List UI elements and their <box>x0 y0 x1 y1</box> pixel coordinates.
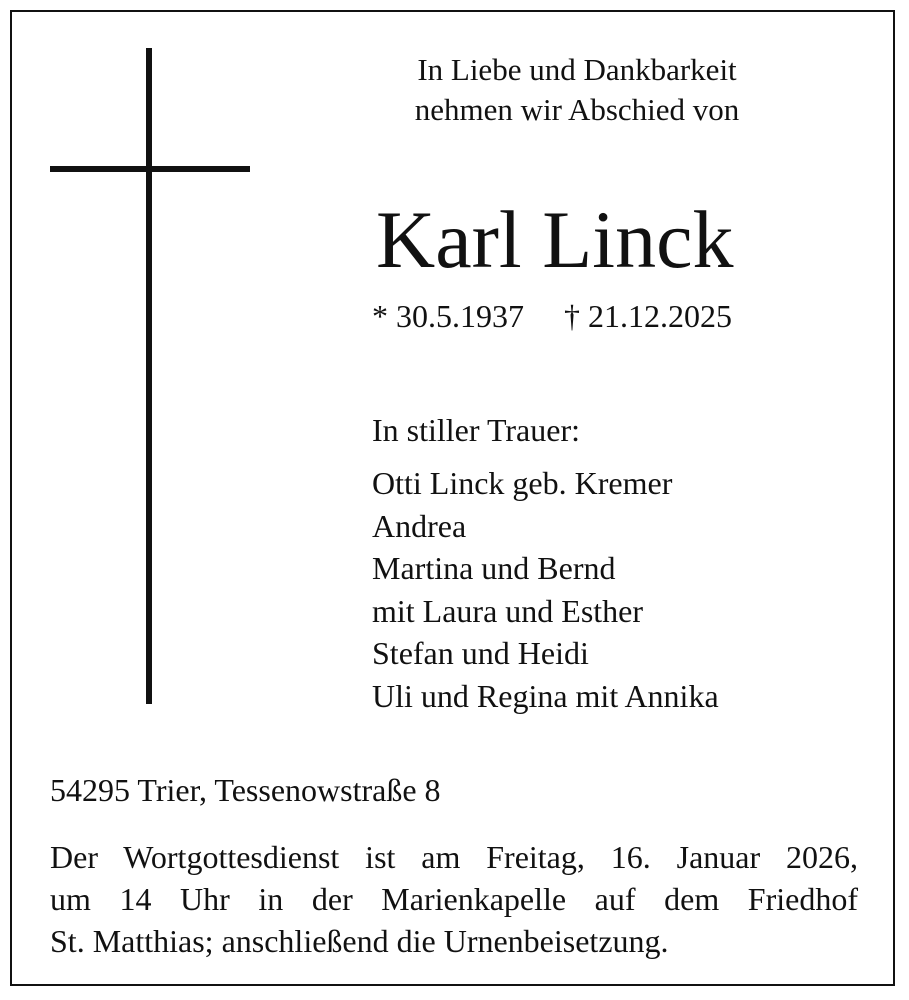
mourner-name: mit Laura und Esther <box>372 592 644 629</box>
service-line-3: St. Matthias; anschließend die Urnenbeisetzung. <box>50 923 669 959</box>
cross-vertical-bar <box>146 48 152 704</box>
deceased-name: Karl Linck <box>376 194 734 285</box>
mourner-name: Stefan und Heidi <box>372 635 589 671</box>
life-dates <box>372 296 732 336</box>
family-address: 54295 Trier, Tessenowstraße 8 <box>50 772 441 808</box>
intro-text <box>372 50 782 130</box>
service-line-1: Der Wortgottesdienst ist am Freitag, 16. Januar 2026, <box>50 839 858 875</box>
service-announcement <box>50 836 858 962</box>
mourner-name: Uli und Regina mit Annika <box>372 677 719 714</box>
mourner-name: Otti Linck geb. Kremer <box>372 465 673 501</box>
mourning-label: In stiller Trauer: <box>372 412 580 448</box>
mourners-list <box>372 462 719 717</box>
mourner-name: Andrea <box>372 507 467 544</box>
death-date: † 21.12.2025 <box>564 298 732 334</box>
service-line-2: um 14 Uhr in der Marienkapelle auf dem Friedhof <box>50 881 858 917</box>
cross-horizontal-bar <box>50 166 250 172</box>
intro-line-2: nehmen wir Abschied von <box>414 92 740 127</box>
mourner-name: Martina und Bernd <box>372 550 616 586</box>
birth-date: * 30.5.1937 <box>372 298 524 334</box>
intro-line-1: In Liebe und Dankbarkeit <box>417 52 737 87</box>
